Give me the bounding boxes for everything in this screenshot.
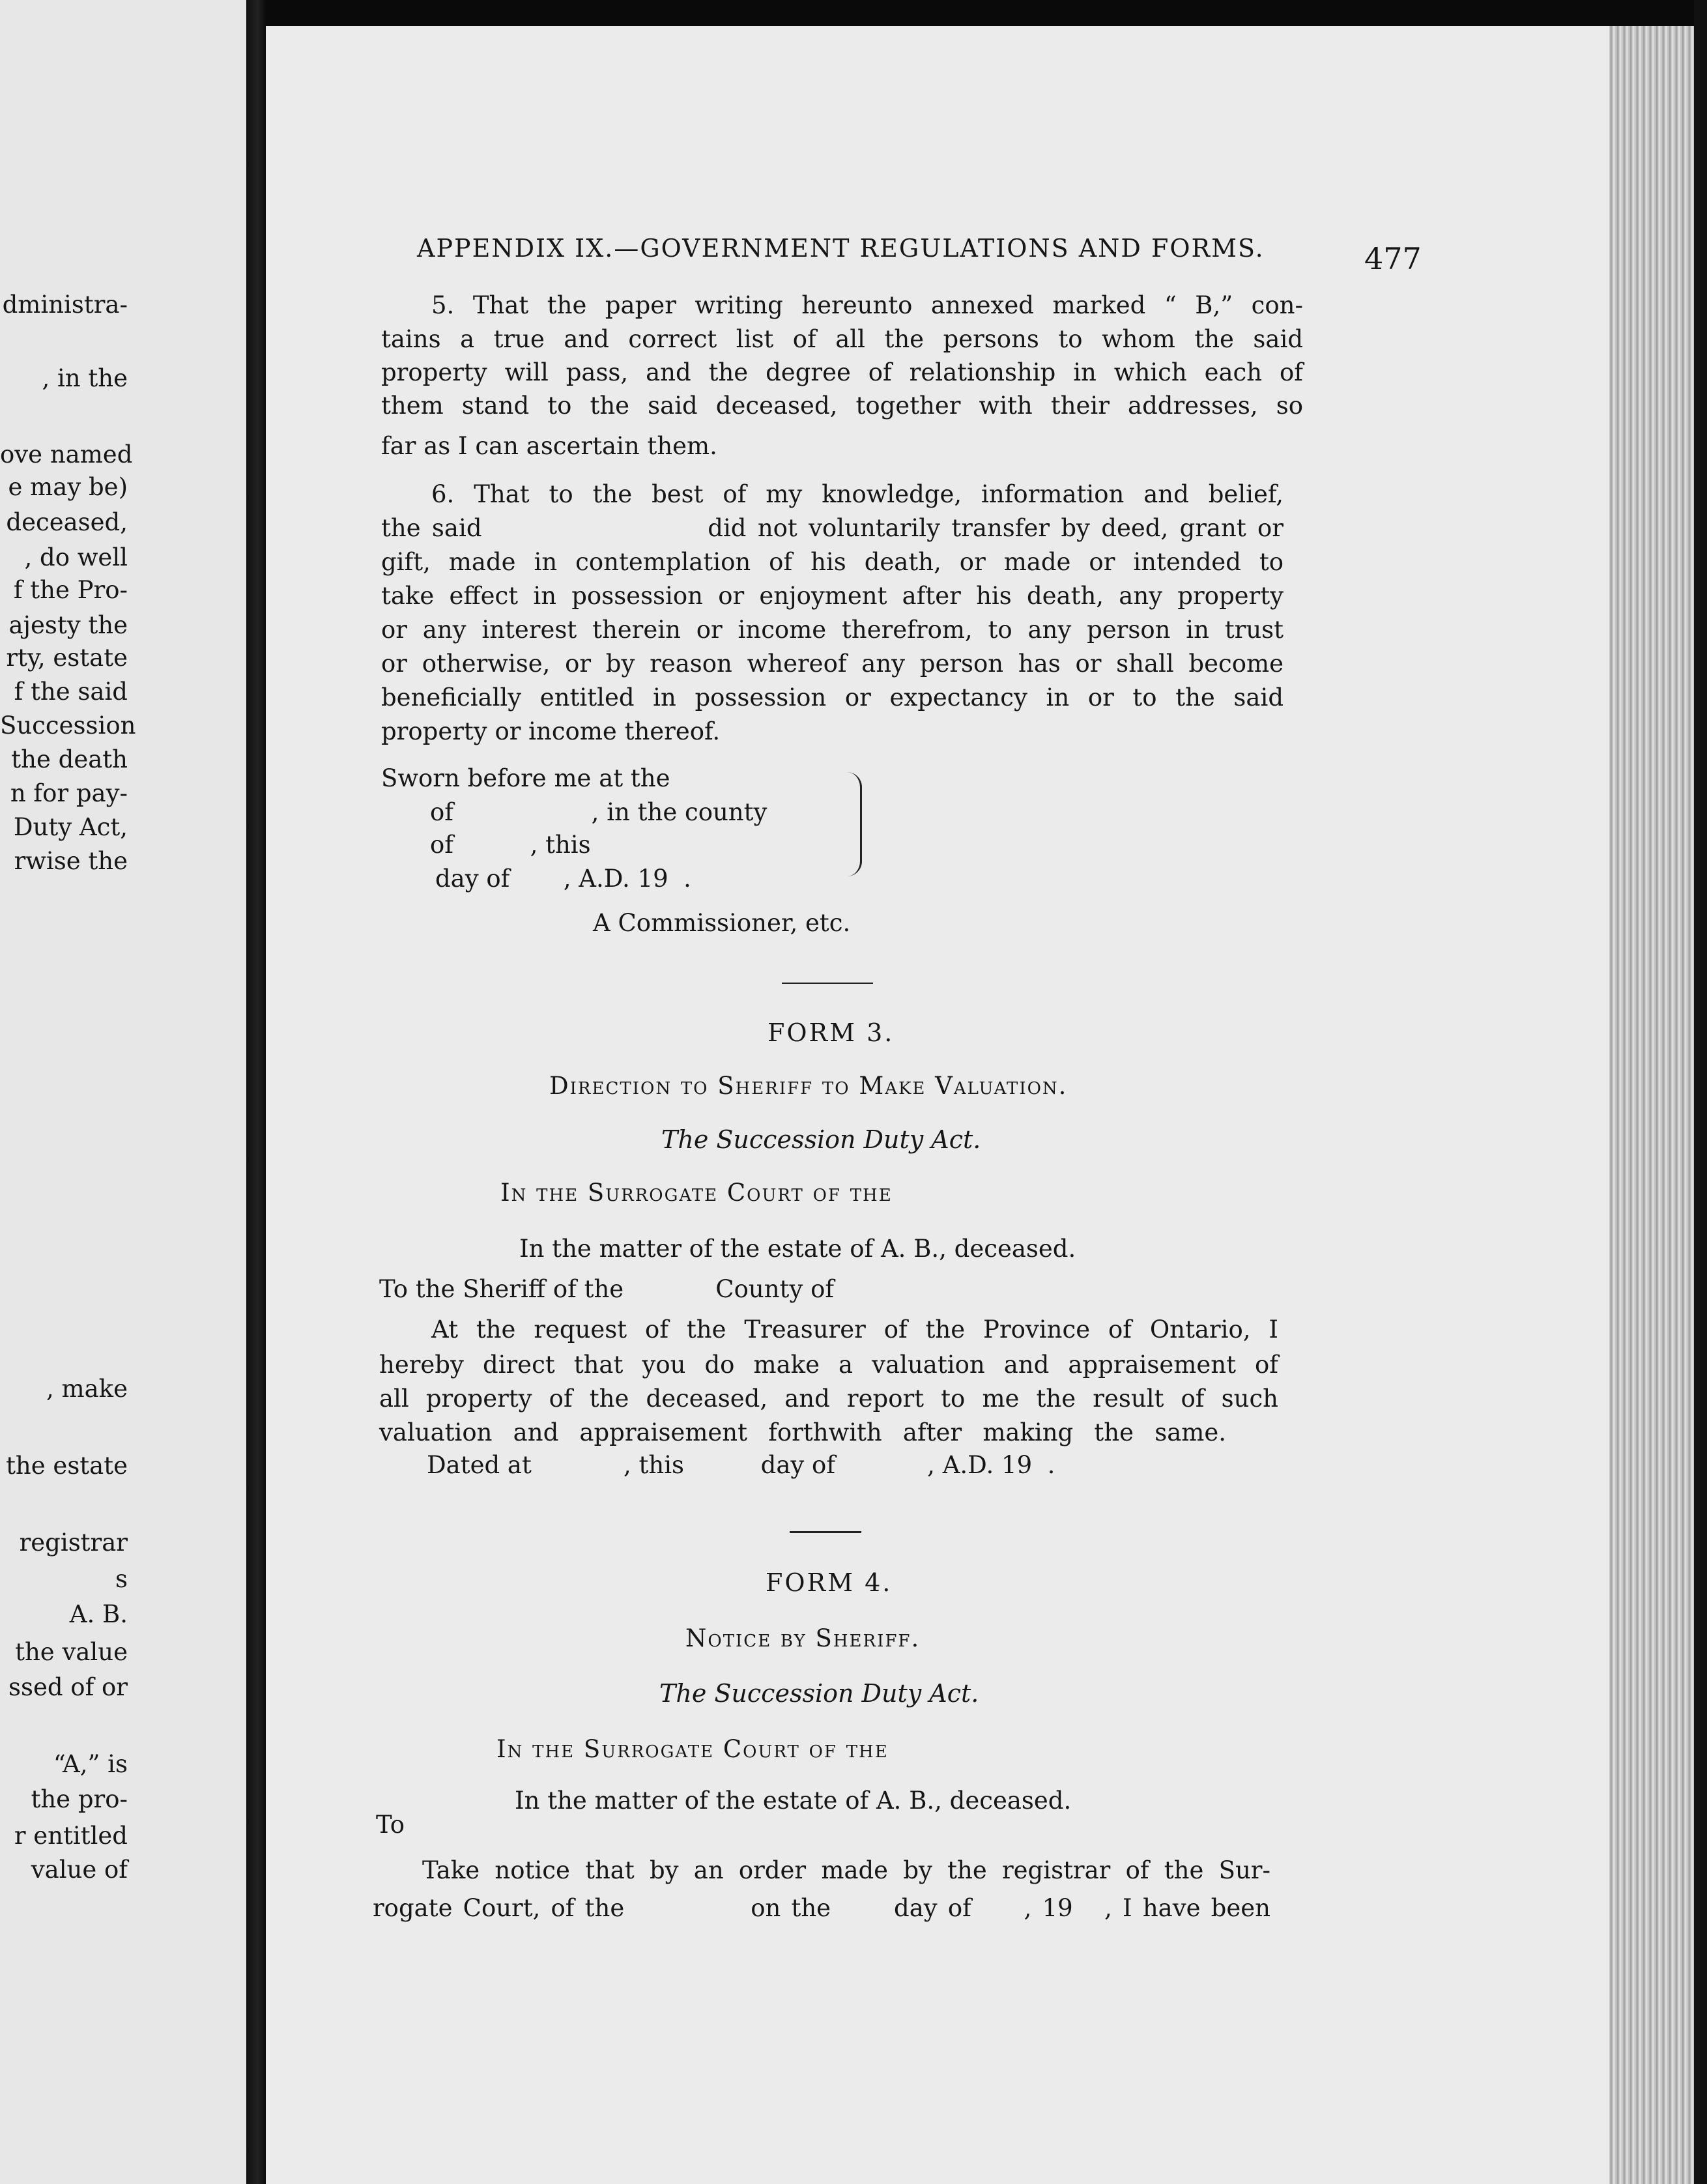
jurat-line: day of , A.D. 19 . (435, 865, 691, 893)
para5-line: 5. That the paper writing hereunto annexed marked “ B,” con- (431, 291, 1303, 319)
jurat-line: of , in the county (430, 798, 767, 826)
para6-line: or any interest therein or income therefrom, to any person in trust (381, 616, 1284, 644)
left-page-fragment: the value (15, 1638, 128, 1666)
para6-line: beneficially entitled in possession or expectancy in or to the said (381, 683, 1284, 711)
left-page-fragment: Duty Act, (13, 813, 128, 841)
form3-dated: Dated at , this day of , A.D. 19 . (427, 1451, 1055, 1479)
jurat-brace (847, 772, 862, 876)
left-page-fragment: ove named (0, 440, 133, 468)
left-page-fragment: f the Pro- (13, 576, 128, 604)
left-page-fragment: registrar (19, 1529, 128, 1557)
left-page-fragment: rty, estate (6, 644, 128, 672)
page-number: 477 (1364, 241, 1422, 276)
para5-line: property will pass, and the degree of relationship in which each of (381, 358, 1303, 386)
para5-line: far as I can ascertain them. (381, 432, 717, 460)
running-title: APPENDIX IX.—GOVERNMENT REGULATIONS AND FORMS. (417, 234, 1265, 263)
book-gutter (246, 0, 266, 2184)
left-page-fragment: deceased, (6, 508, 128, 536)
left-page-fragment: the estate (6, 1452, 128, 1480)
separator-rule (782, 983, 873, 984)
form4-body-line: rogate Court, of the on the day of , 19 , I have been (373, 1894, 1270, 1922)
para5-line: them stand to the said deceased, together with their addresses, so (381, 392, 1303, 420)
scan-border (1694, 0, 1707, 2184)
form3-to: To the Sheriff of the County of (379, 1275, 835, 1303)
left-page-fragment: the pro- (31, 1785, 128, 1813)
para6-line: or otherwise, or by reason whereof any person has or shall become (381, 650, 1284, 678)
left-page-fragment: dministra- (2, 291, 128, 319)
form3-body-line: At the request of the Treasurer of the Province of Ontario, I (431, 1315, 1278, 1343)
form3-body-line: hereby direct that you do make a valuation and appraisement of (379, 1351, 1278, 1379)
left-page-fragment: value of (31, 1856, 128, 1884)
para6-line: 6. That to the best of my knowledge, information and belief, (431, 480, 1284, 508)
left-page-fragment: ssed of or (8, 1673, 128, 1701)
page-edges (1609, 26, 1694, 2184)
left-page-fragment: r entitled (14, 1822, 128, 1850)
form3-title: FORM 3. (767, 1018, 895, 1047)
jurat-line: of , this (430, 831, 591, 859)
form4-court: In the Surrogate Court of the (496, 1735, 889, 1763)
left-page (0, 0, 246, 2184)
left-page-fragment: Succession (0, 711, 136, 740)
form4-act: The Succession Duty Act. (659, 1679, 979, 1708)
form3-body-line: valuation and appraisement forthwith after making the same. (379, 1418, 1226, 1446)
left-page-fragment: A. B. (69, 1600, 128, 1628)
left-page-fragment: f the said (14, 678, 128, 706)
form3-act: The Succession Duty Act. (661, 1125, 981, 1154)
form3-body-line: all property of the deceased, and report to me the result of such (379, 1385, 1278, 1413)
separator-rule (790, 1531, 861, 1533)
jurat-line: Sworn before me at the (381, 764, 670, 792)
left-page-fragment: “A,” is (53, 1750, 128, 1778)
left-page-fragment: rwise the (14, 847, 128, 875)
para6-line: take effect in possession or enjoyment after his death, any property (381, 582, 1284, 610)
form3-matter: In the matter of the estate of A. B., deceased. (519, 1235, 1076, 1263)
form3-subtitle: Direction to Sheriff to Make Valuation. (549, 1072, 1068, 1100)
form4-to: To (376, 1811, 405, 1839)
para6-line: gift, made in contemplation of his death, or made or intended to (381, 548, 1284, 576)
para6-line: property or income thereof. (381, 717, 721, 745)
left-page-fragment: e may be) (8, 473, 128, 501)
commissioner: A Commissioner, etc. (593, 909, 851, 937)
left-page-fragment: , make (46, 1375, 128, 1403)
para5-line: tains a true and correct list of all the persons to whom the said (381, 325, 1303, 353)
form4-body-line: Take notice that by an order made by the registrar of the Sur- (422, 1856, 1270, 1884)
form4-matter: In the matter of the estate of A. B., deceased. (515, 1787, 1072, 1815)
left-page-fragment: s (115, 1565, 128, 1593)
left-page-fragment: , in the (42, 364, 128, 392)
left-page-fragment: ajesty the (8, 611, 128, 639)
form4-title: FORM 4. (766, 1568, 893, 1597)
form3-court: In the Surrogate Court of the (500, 1179, 893, 1207)
left-page-fragment: , do well (24, 543, 128, 571)
para6-line: the said did not voluntarily transfer by deed, grant or (381, 514, 1284, 542)
form4-subtitle: Notice by Sheriff. (685, 1624, 921, 1652)
left-page-fragment: the death (11, 745, 128, 773)
left-page-fragment: n for pay- (10, 779, 128, 807)
